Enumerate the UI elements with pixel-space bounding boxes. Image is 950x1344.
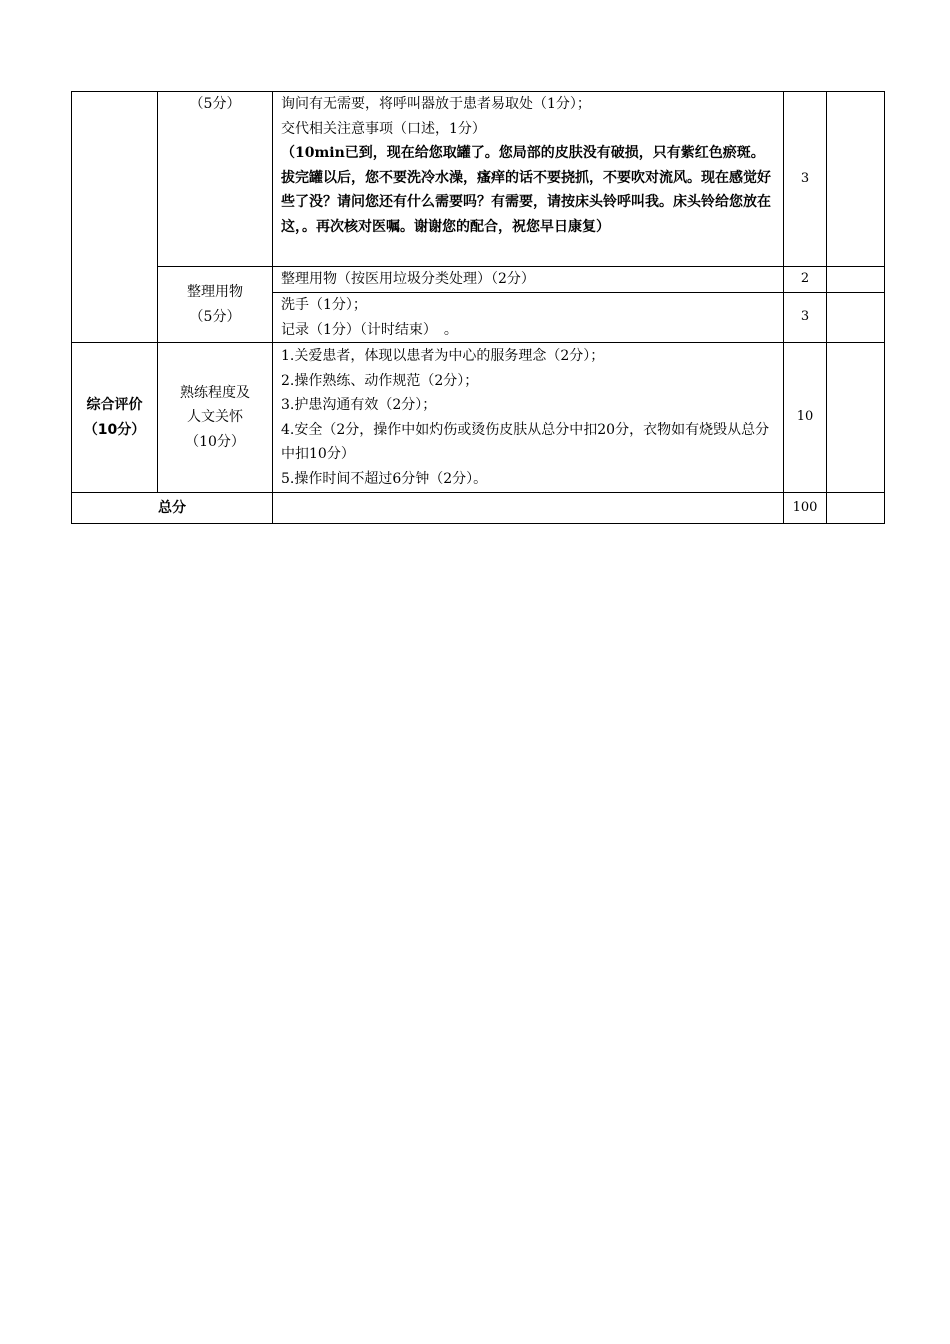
total-label-cell <box>72 493 273 524</box>
score-cell <box>784 267 827 293</box>
deduction-cell <box>827 343 885 493</box>
score-cell <box>784 493 827 524</box>
content-line: 整理用物（按医用垃圾分类处理）（2分） <box>281 271 535 288</box>
sub-item-cell <box>158 92 273 267</box>
content-cell <box>273 267 784 293</box>
script-text: （10min已到，现在给您取罐了。您局部的皮肤没有破损，只有紫红色瘀斑。拔完罐以后，您不要洗冷水澡，瘙痒的话不要挠抓，不要吹对流风。现在感觉好些了没？请问您还有什么需要吗？有需要，请按床头铃呼叫我。床头铃给您放在这，。再次核对医嘱。谢谢您的配合，祝您早日康复） <box>281 145 771 235</box>
content-cell <box>273 343 784 493</box>
sub-item-points: （10分） <box>185 433 245 450</box>
table-row <box>72 267 885 293</box>
table-row <box>72 92 885 267</box>
content-cell-empty <box>273 493 784 524</box>
criteria-item: 1.关爱患者，体现以患者为中心的服务理念（2分）； <box>281 348 605 364</box>
score-value: 2 <box>800 271 810 287</box>
content-cell <box>273 293 784 343</box>
deduction-cell <box>827 267 885 293</box>
criteria-item: 3.护患沟通有效（2分）； <box>281 397 437 413</box>
category-label: 综合评价 <box>86 397 143 413</box>
criteria-item: 5.操作时间不超过6分钟（2分）。 <box>281 470 488 487</box>
deduction-cell <box>827 92 885 267</box>
table-row <box>72 493 885 524</box>
scoring-table <box>71 91 885 524</box>
score-value: 3 <box>800 309 810 325</box>
deduction-cell <box>827 293 885 343</box>
category-cell-empty <box>72 92 158 343</box>
content-line: 询问有无需要，将呼叫器放于患者易取处（1分）； <box>281 96 591 112</box>
sub-item-points: （5分） <box>189 308 241 325</box>
score-value: 3 <box>800 170 810 186</box>
content-line: 洗手（1分）； <box>281 297 367 313</box>
sub-item-label: 熟练程度及 <box>180 384 250 401</box>
total-score: 100 <box>792 499 818 515</box>
content-line: 交代相关注意事项（口述，1分） <box>281 120 486 137</box>
total-label: 总分 <box>158 499 186 516</box>
content-line: 记录（1分）（计时结束） 。 <box>281 321 458 338</box>
category-points: （10分） <box>83 421 146 438</box>
score-cell <box>784 293 827 343</box>
content-cell <box>273 92 784 267</box>
score-value: 10 <box>796 409 814 425</box>
sub-item-cell <box>158 267 273 343</box>
sub-item-cell <box>158 343 273 493</box>
category-cell <box>72 343 158 493</box>
sub-item-label: （5分） <box>189 96 241 112</box>
criteria-item: 4.安全（2分，操作中如灼伤或烫伤皮肤从总分中扣20分，衣物如有烧毁从总分中扣10分） <box>281 421 770 462</box>
sub-item-label: 整理用物 <box>187 284 243 300</box>
score-cell <box>784 343 827 493</box>
criteria-item: 2.操作熟练、动作规范（2分）； <box>281 372 479 389</box>
table-row <box>72 343 885 493</box>
deduction-cell <box>827 493 885 524</box>
sub-item-label: 人文关怀 <box>187 409 243 426</box>
score-cell <box>784 92 827 267</box>
